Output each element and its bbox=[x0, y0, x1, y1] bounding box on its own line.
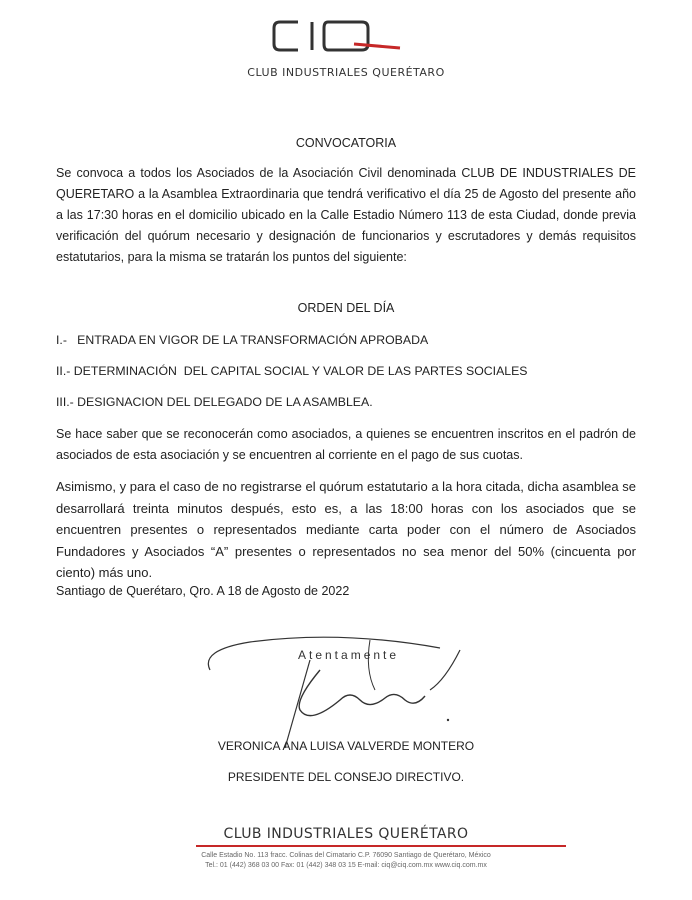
signer-name: VERONICA ANA LUISA VALVERDE MONTERO bbox=[217, 739, 475, 753]
club-name-footer: CLUB INDUSTRIALES QUERÉTARO bbox=[223, 826, 469, 842]
footer-contact: Tel.: 01 (442) 368 03 00 Fax: 01 (442) 348 03 15 E-mail: ciq@ciq.com.mx www.ciq.com.mx bbox=[205, 862, 487, 869]
signer-position: PRESIDENTE DEL CONSEJO DIRECTIVO. bbox=[227, 770, 465, 784]
club-name-header: CLUB INDUSTRIALES QUERÉTARO bbox=[247, 66, 445, 79]
paragraph-quorum: Asimismo, y para el caso de no registrarse el quórum estatutario a la hora citada, dicha asamblea se desarrollará treinta minutos después, esto es, a las 18:00 horas con los asociados que se encuentren presentes o representados mediante carta poder con el número de Asociados Fundadores y Asociados “A” presentes o representados no sea menor del 50% (cincuenta por ciento) más uno. bbox=[56, 479, 636, 580]
date-place: Santiago de Querétaro, Qro. A 18 de Agosto de 2022 bbox=[56, 584, 350, 598]
footer-divider bbox=[196, 845, 566, 847]
paragraph-asociados: Se hace saber que se reconocerán como asociados, a quienes se encuentren inscritos en el padrón de asociados de esta asociación y se encuentren al corriente en el pago de sus cuotas. bbox=[56, 427, 636, 462]
page-title: CONVOCATORIA bbox=[295, 136, 397, 150]
agenda-item-1: I.- ENTRADA EN VIGOR DE LA TRANSFORMACIÓN APROBADA bbox=[56, 333, 429, 347]
orden-del-dia-title: ORDEN DEL DÍA bbox=[297, 301, 395, 315]
footer-address: Calle Estadio No. 113 fracc. Colinas del Cimatario C.P. 76090 Santiago de Querétaro, México bbox=[201, 852, 491, 859]
ciq-logo bbox=[270, 18, 410, 54]
agenda-item-3: III.- DESIGNACION DEL DELEGADO DE LA ASAMBLEA. bbox=[56, 395, 373, 409]
intro-paragraph: Se convoca a todos los Asociados de la Asociación Civil denominada CLUB DE INDUSTRIALES DE QUERETARO a la Asamblea Extraordinaria que tendrá verificativo el día 25 de Agosto del presente año a las 17:30 horas en el domicilio ubicado en la Calle Estadio Número 113 de esta Ciudad, donde previa verificación del quórum necesario y designación de funcionarios y escrutadores y demás requisitos estatutarios, para la misma se tratarán los puntos del siguiente: bbox=[56, 166, 636, 264]
agenda-item-2: II.- DETERMINACIÓN DEL CAPITAL SOCIAL Y VALOR DE LAS PARTES SOCIALES bbox=[56, 364, 528, 378]
closing-atentamente: Atentamente bbox=[298, 648, 400, 662]
